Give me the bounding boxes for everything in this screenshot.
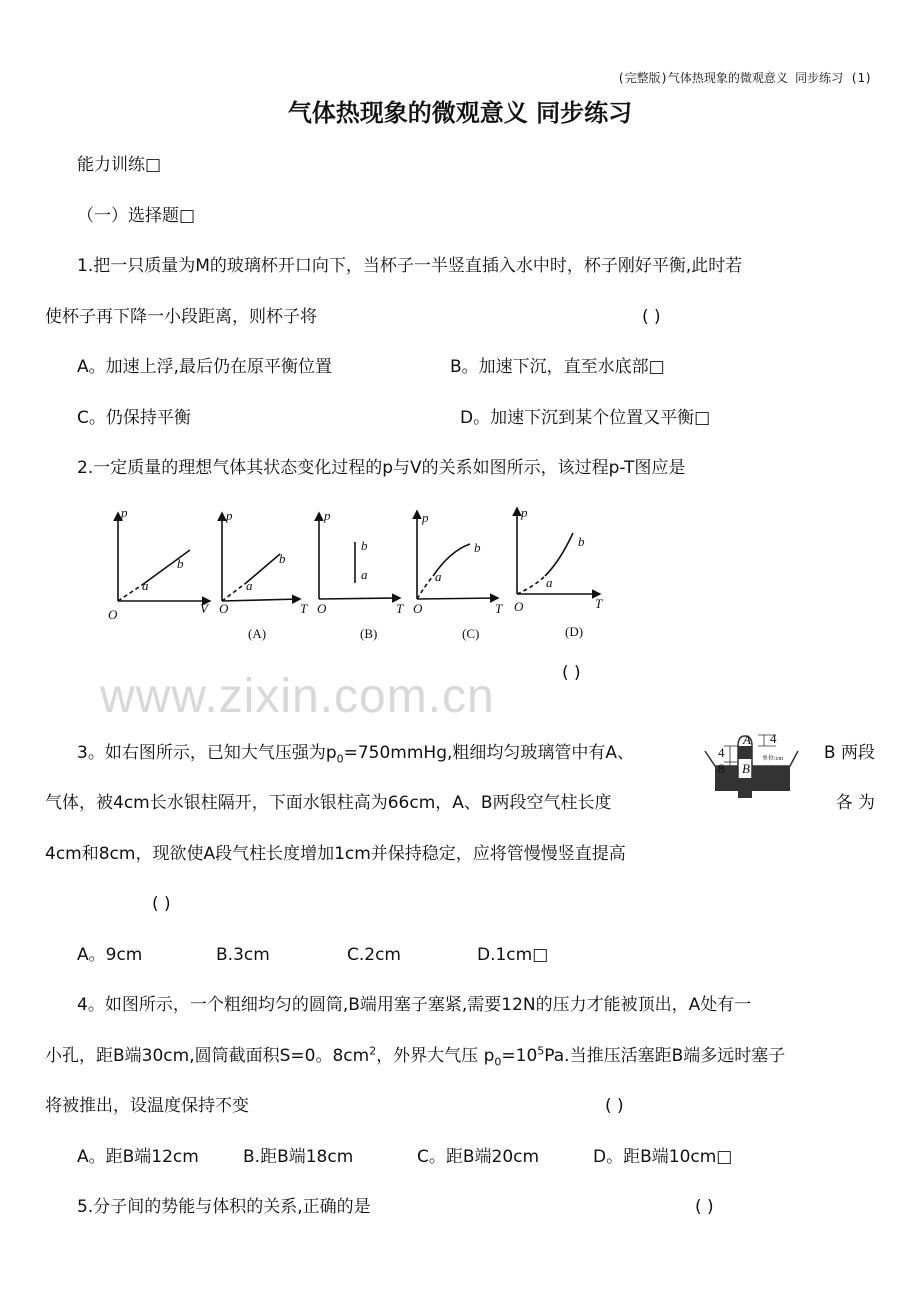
q1-text-2: 使杯子再下降一小段距离，则杯子将 (45, 306, 317, 327)
axis-label: T (595, 595, 603, 611)
q2-answer-paren: ( ) (562, 662, 581, 683)
graph-caption: (C) (462, 625, 480, 641)
axis-label: p (121, 504, 128, 520)
graph-caption: (B) (360, 625, 378, 641)
q4-text-3: 将被推出，设温度保持不变 (45, 1096, 249, 1116)
point-label: b (578, 533, 585, 549)
q3-option-a: A。9cm (77, 944, 143, 965)
pt-graph-b (319, 513, 400, 599)
q1-option-a: A。加速上浮,最后仍在原平衡位置 (77, 357, 333, 377)
q3-text-2: 气体，被4cm长水银柱隔开，下面水银柱高为66cm，A、B两段空气柱长度 (45, 793, 612, 813)
q3-option-b: B.3cm (216, 944, 270, 965)
graph-caption: (D) (565, 623, 584, 639)
unit-label: 单位:cm (762, 755, 783, 762)
page-title: 气体热现象的微观意义 同步练习 (287, 99, 633, 127)
page-header: (完整版)气体热现象的微观意义 同步练习 (1) (617, 71, 872, 85)
q5-answer-paren: ( ) (695, 1197, 714, 1217)
origin-label: O (317, 600, 327, 616)
q5-text: 5.分子间的势能与体积的关系,正确的是 (77, 1197, 371, 1217)
q4-answer-paren: ( ) (605, 1096, 624, 1116)
subsection-heading: （一）选择题□ (77, 205, 196, 226)
q4-option-b: B.距B端18cm (243, 1146, 354, 1167)
q3-option-c: C.2cm (347, 944, 401, 965)
q1-answer-paren: ( ) (642, 306, 661, 327)
q1-option-c: C。仍保持平衡 (77, 407, 191, 428)
origin-label: O (413, 600, 423, 616)
q3-text-2-cont: 各 为 (835, 793, 875, 813)
point-label: b (361, 537, 368, 553)
q3-option-d: D.1cm□ (477, 944, 549, 965)
q1-text: 1.把一只质量为M的玻璃杯开口向下，当杯子一半竖直插入水中时，杯子刚好平衡,此时若 (77, 256, 743, 276)
origin-label: O (219, 600, 229, 616)
q1-option-b: B。加速下沉，直至水底部□ (450, 357, 665, 377)
document-body (45, 140, 875, 1233)
point-label: b (279, 550, 286, 566)
origin-label: O (108, 606, 118, 622)
q4-option-a: A。距B端12cm (77, 1146, 199, 1167)
q3-text-cont: B 两段 (823, 742, 875, 763)
axis-label: T (396, 600, 404, 616)
point-label: a (546, 574, 553, 590)
origin-label: O (514, 598, 524, 614)
pt-graph-c (417, 511, 498, 599)
q4-option-c: C。距B端20cm (417, 1146, 540, 1167)
watermark: www.zixin.com.cn (100, 669, 495, 723)
gas-b-label: B (742, 760, 750, 776)
point-label: a (435, 568, 442, 584)
point-label: b (474, 539, 481, 555)
point-label: a (361, 566, 368, 582)
pt-graph-a (222, 513, 300, 601)
length-label: 4 (770, 730, 777, 746)
pv-graph (118, 513, 210, 601)
q4-option-d: D。距B端10cm□ (593, 1146, 733, 1167)
length-label: 4 (718, 744, 725, 760)
q2-text: 2.一定质量的理想气体其状态变化过程的p与V的关系如图所示，该过程p-T图应是 (77, 458, 686, 478)
q4-text: 4。如图所示，一个粗细均匀的圆筒,B端用塞子塞紧,需要12N的压力才能被顶出，A处有一 (77, 995, 752, 1015)
q2-figure-block (45, 494, 875, 728)
q3-block (45, 728, 875, 880)
pt-graph-d (517, 508, 600, 594)
axis-label: p (521, 504, 528, 520)
axis-label: p (422, 509, 429, 525)
axis-label: V (200, 600, 208, 616)
point-label: b (177, 555, 184, 571)
q4-text-2: 小孔，距B端30cm,圆筒截面积S=0。$8cm^2$，外界大气压 $p_0=10^5Pa$.当推压活塞距B端多远时塞子 (45, 1043, 786, 1068)
axis-label: p (226, 507, 233, 523)
q1-option-d: D。加速下沉到某个位置又平衡□ (460, 407, 711, 428)
length-label: 8 (718, 760, 725, 776)
axis-label: p (324, 507, 331, 523)
gas-a-label: A (743, 731, 751, 747)
axis-label: T (300, 600, 308, 616)
q3-answer-paren: ( ) (152, 894, 171, 914)
q3-tube-figure (700, 726, 810, 821)
graph-caption: (A) (248, 625, 267, 641)
axis-label: T (495, 600, 503, 616)
q3-text: 3。如右图所示，已知大气压强为$p_0=750mmHg$,粗细均匀玻璃管中有A、 (77, 742, 635, 765)
section-heading: 能力训练□ (77, 155, 162, 175)
point-label: a (246, 577, 253, 593)
q3-text-3: 4cm和8cm，现欲使A段气柱长度增加1cm并保持稳定，应将管慢慢竖直提高 (45, 843, 626, 864)
point-label: a (142, 577, 149, 593)
